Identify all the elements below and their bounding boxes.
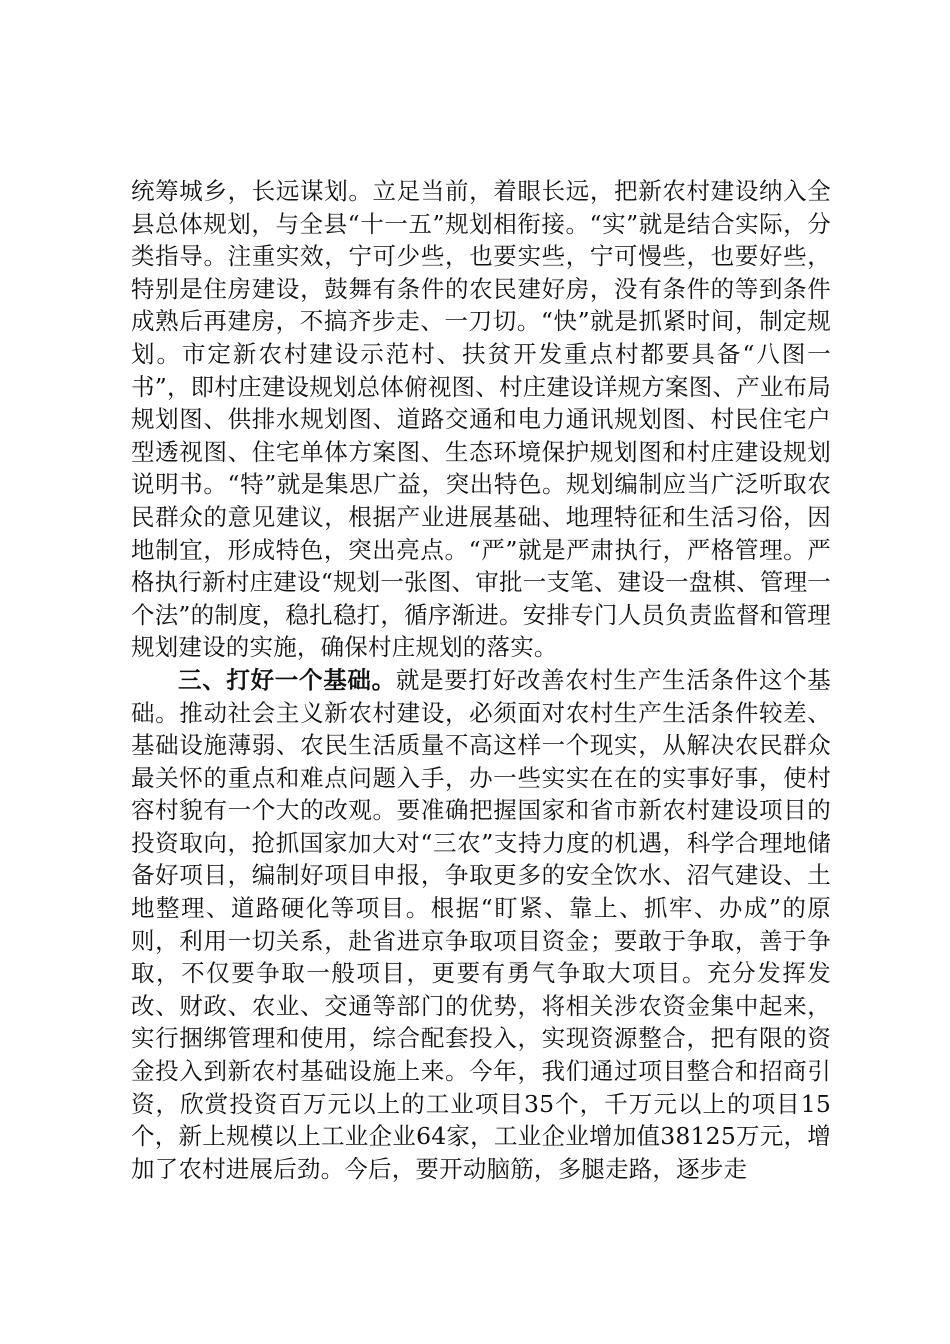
- paragraph-foundation: [131, 664, 831, 1186]
- section-heading: 三、打好一个基础。: [178, 665, 396, 694]
- paragraph-text: 就是要打好改善农村生产生活条件这个基础。推动社会主义新农村建设，必须面对农村生产生活条件较差、基础设施薄弱、农民生活质量不高这样一个现实，从解决农民群众最关怀的重点和难点问题入手，办一些实实在在的实事好事，使村容村貌有一个大的改观。要准确把握国家和省市新农村建设项目的投资取向，抢抓国家加大对“三农”支持力度的机遇，科学合理地储备好项目，编制好项目申报，争取更多的安全饮水、沼气建设、土地整理、道路硬化等项目。根据“盯紧、靠上、抓牢、办成”的原则，利用一切关系，赴省进京争取项目资金；要敢于争取，善于争取，不仅要争取一般项目，更要有勇气争取大项目。充分发挥发改、财政、农业、交通等部门的优势，将相关涉农资金集中起来，实行捆绑管理和使用，综合配套投入，实现资源整合，把有限的资金投入到新农村基础设施上来。今年，我们通过项目整合和招商引资，欣赏投资百万元以上的工业项目35个，千万元以上的项目15个，新上规模以上工业企业64家，工业企业增加值38125万元，增加了农村进展后劲。今后，要开动脑筋，多腿走路，逐步走: [131, 665, 831, 1183]
- document-body: [131, 175, 831, 1185]
- paragraph-planning: [131, 175, 831, 664]
- paragraph-text: 统筹城乡，长远谋划。立足当前，着眼长远，把新农村建设纳入全县总体规划，与全县“十一五”规划相衔接。“实”就是结合实际，分类指导。注重实效，宁可少些，也要实些，宁可慢些，也要好些，特别是住房建设，鼓舞有条件的农民建好房，没有条件的等到条件成熟后再建房，不搞齐步走、一刀切。“快”就是抓紧时间，制定规划。市定新农村建设示范村、扶贫开发重点村都要具备“八图一书”，即村庄建设规划总体俯视图、村庄建设详规方案图、产业布局规划图、供排水规划图、道路交通和电力通讯规划图、村民住宅户型透视图、住宅单体方案图、生态环境保护规划图和村庄建设规划说明书。“特”就是集思广益，突出特色。规划编制应当广泛听取农民群众的意见建议，根据产业进展基础、地理特征和生活习俗，因地制宜，形成特色，突出亮点。“严”就是严肃执行，严格管理。严格执行新村庄建设“规划一张图、审批一支笔、建设一盘棋、管理一个法”的制度，稳扎稳打，循序渐进。安排专门人员负责监督和管理规划建设的实施，确保村庄规划的落实。: [131, 177, 831, 662]
